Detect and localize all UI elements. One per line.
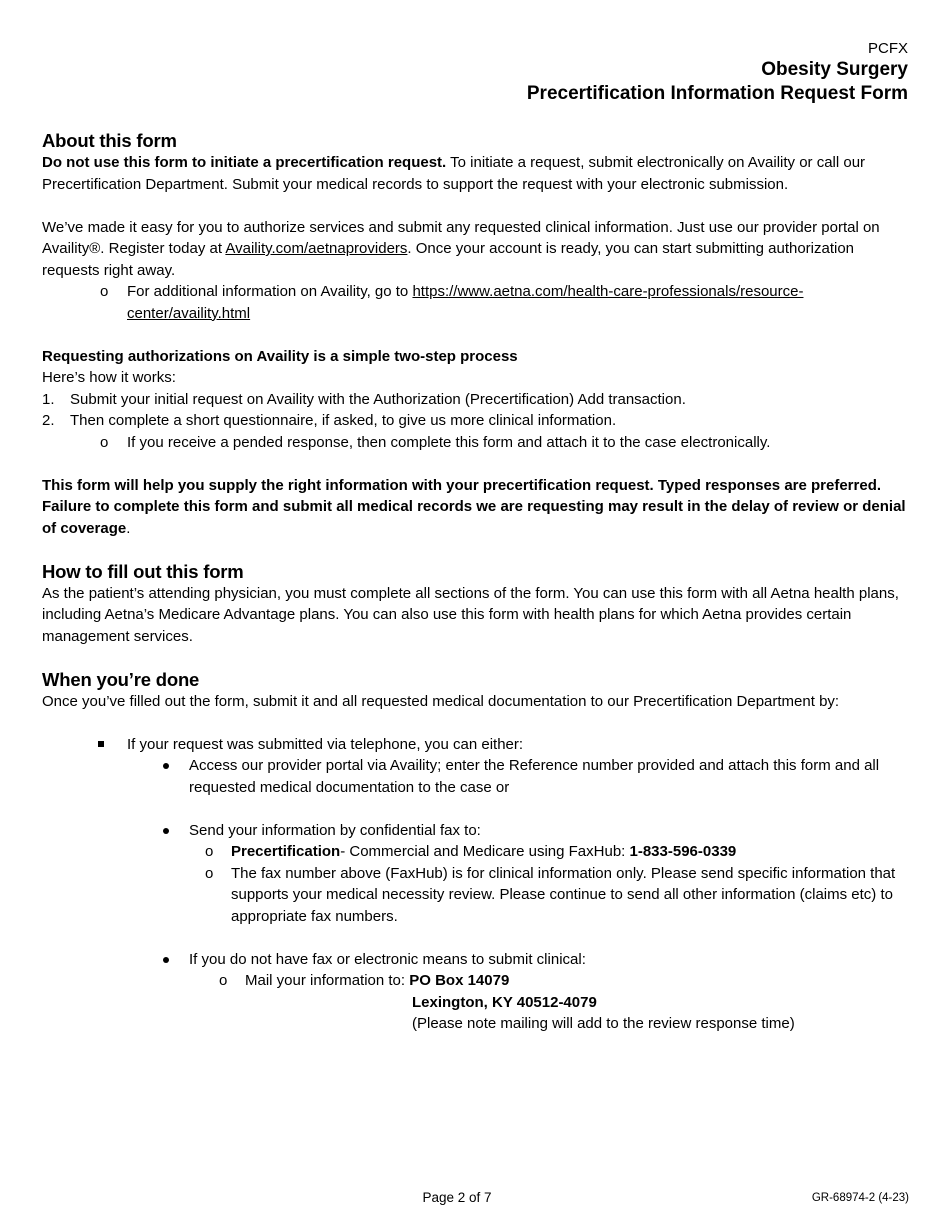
telephone-text: If your request was submitted via telephone, you can either: [127, 735, 524, 753]
done-heading: When you’re done [42, 668, 200, 690]
form-content [42, 130, 908, 1035]
how-to-text: As the patient’s attending physician, you must complete all sections of the form. You can use this form with all Aetna health plans, including Aetna’s Medicare Advantage plans. You can also use this form with health plans for which Aetna provides certain management services. [42, 584, 899, 645]
step-number: 1. [42, 390, 55, 408]
mail-city: Lexington, KY 40512-4079 [412, 993, 597, 1011]
no-fax-text: If you do not have fax or electronic means to submit clinical: [189, 950, 586, 968]
form-revision-code: GR-68974-2 (4-23) [811, 1192, 909, 1204]
portal-text-2: . Once your account is ready, you can start submitting authorization requests right away. [42, 240, 855, 279]
fax-item [42, 820, 908, 842]
fax-note-item [42, 863, 908, 928]
how-to-heading: How to fill out this form [42, 560, 244, 582]
step-text: Submit your initial request on Availity with the Authorization (Precertification) Add transaction. [70, 390, 686, 408]
bullet-marker: o [100, 433, 109, 451]
two-step-heading: Requesting authorizations on Availity is a simple two-step process [42, 347, 518, 365]
two-step-intro: Here’s how it works: [42, 369, 176, 386]
bullet-marker: o [205, 843, 214, 860]
fax-number: 1-833-596-0339 [629, 843, 737, 860]
bullet-marker: o [205, 864, 214, 882]
about-intro [42, 152, 908, 195]
notice-paragraph [42, 475, 908, 540]
round-bullet-icon [163, 957, 169, 963]
bullet-marker: o [219, 972, 228, 989]
fax-intro-text: Send your information by confidential fax to: [189, 821, 481, 839]
fax-note-text: The fax number above (FaxHub) is for clinical information only. Please send specific information that supports your medical necessity review. Please continue to send all other information (claims etc) to appropriate fax numbers. [231, 864, 896, 925]
form-title: Obesity Surgery [761, 59, 908, 80]
round-bullet-icon [163, 828, 169, 834]
no-fax-item [42, 949, 908, 971]
mail-text: Mail your information to: [245, 972, 410, 989]
availity-link[interactable]: Availity.com/aetnaproviders [225, 240, 408, 257]
portal-item [42, 755, 908, 798]
step-text: Then complete a short questionnaire, if asked, to give us more clinical information. [70, 412, 617, 429]
pended-item [42, 432, 908, 454]
about-intro-bold: Do not use this form to initiate a precertification request. [42, 154, 447, 171]
form-header [527, 40, 908, 106]
mail-note: (Please note mailing will add to the review response time) [412, 1015, 795, 1032]
availity-info-item [42, 281, 908, 324]
pended-text: If you receive a pended response, then complete this form and attach it to the case electronically. [127, 433, 771, 451]
round-bullet-icon [163, 763, 169, 769]
step-item [42, 389, 908, 411]
bullet-marker: o [100, 283, 109, 300]
step-number: 2. [42, 412, 55, 429]
mail-item [42, 970, 908, 992]
availity-info-text: For additional information on Availity, go to [127, 283, 413, 300]
step-item [42, 410, 908, 432]
form-code: PCFX [867, 40, 908, 57]
square-bullet-icon [98, 741, 104, 747]
page-number: Page 2 of 7 [422, 1190, 492, 1205]
done-intro: Once you’ve filled out the form, submit it and all requested medical documentation to our Precertification Department by: [42, 692, 840, 710]
form-subtitle: Precertification Information Request Form [526, 83, 908, 104]
notice-bold: This form will help you supply the right information with your precertification request. Typed responses are preferred. Failure to complete this form and submit all medical records we are requesting may result in the delay of review or denial of coverage [42, 476, 906, 537]
po-box: PO Box 14079 [409, 972, 510, 989]
portal-text-1: We’ve made it easy for you to authorize services and submit any requested clinical information. Just use our provider portal on Availity®. Register today at [42, 218, 880, 257]
portal-access-text: Access our provider portal via Availity; enter the Reference number provided and attach this form and all requested medical documentation to the case or [189, 757, 880, 796]
telephone-item [42, 734, 908, 756]
fax-number-item [42, 841, 908, 863]
fax-text: - Commercial and Medicare using FaxHub: [340, 843, 630, 860]
about-intro-rest: To initiate a request, submit electronically on Availity or call our Precertification Department. Submit your medical records to support the request with your electronic submission. [42, 154, 866, 193]
about-heading: About this form [42, 130, 177, 151]
notice-period: . [126, 519, 131, 537]
portal-paragraph [42, 217, 908, 282]
availity-info-link[interactable]: https://www.aetna.com/health-care-professionals/resource-center/availity.html [127, 283, 804, 322]
fax-label: Precertification [231, 843, 341, 860]
